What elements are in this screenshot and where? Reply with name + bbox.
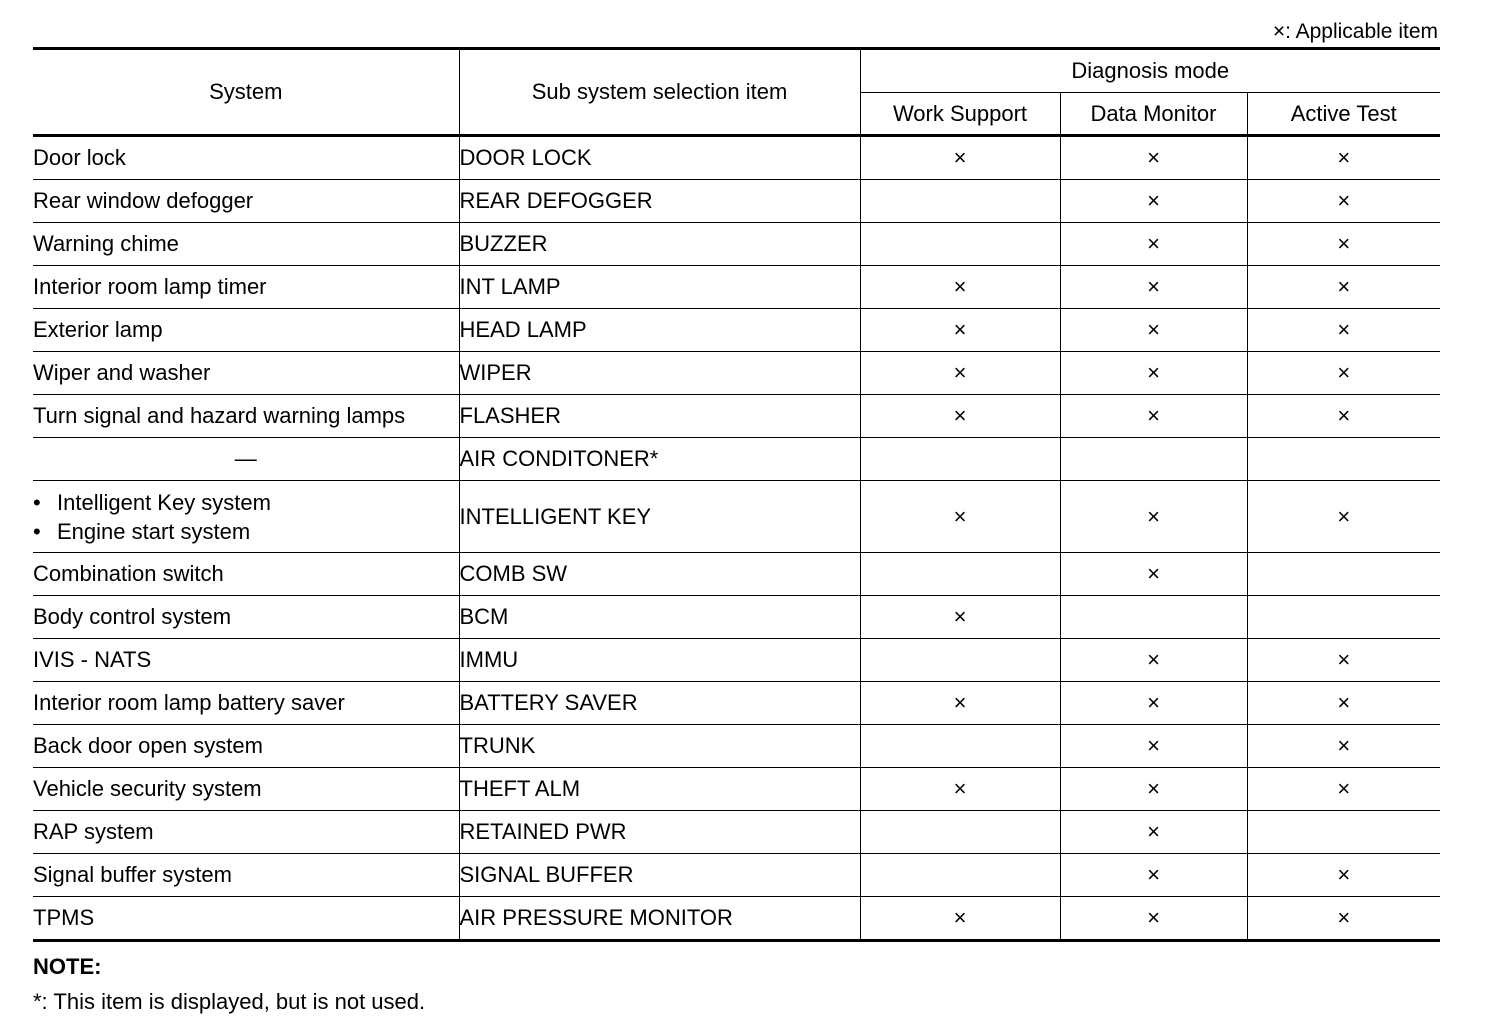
- sub-system-cell: DOOR LOCK: [459, 136, 860, 180]
- sub-system-cell: FLASHER: [459, 395, 860, 438]
- sub-system-cell: REAR DEFOGGER: [459, 180, 860, 223]
- system-bullet-item: [33, 488, 459, 517]
- system-bullet-item: [33, 517, 459, 546]
- header-diagnosis-mode: Diagnosis mode: [860, 49, 1440, 93]
- table-row: [33, 854, 1440, 897]
- work-support-mark: [860, 854, 1060, 897]
- data-monitor-mark: ×: [1060, 811, 1247, 854]
- work-support-mark: ×: [860, 596, 1060, 639]
- data-monitor-mark: ×: [1060, 725, 1247, 768]
- header-data-monitor: Data Monitor: [1060, 93, 1247, 136]
- data-monitor-mark: ×: [1060, 682, 1247, 725]
- active-test-mark: ×: [1247, 180, 1440, 223]
- table-row: [33, 395, 1440, 438]
- sub-system-cell: IMMU: [459, 639, 860, 682]
- active-test-mark: ×: [1247, 481, 1440, 553]
- sub-system-cell: AIR CONDITONER*: [459, 438, 860, 481]
- sub-system-cell: SIGNAL BUFFER: [459, 854, 860, 897]
- work-support-mark: [860, 725, 1060, 768]
- table-row: [33, 136, 1440, 180]
- system-bullet-text: Engine start system: [57, 518, 251, 544]
- work-support-mark: ×: [860, 481, 1060, 553]
- system-cell: Body control system: [33, 596, 459, 639]
- work-support-mark: [860, 553, 1060, 596]
- table-row: [33, 180, 1440, 223]
- data-monitor-mark: ×: [1060, 352, 1247, 395]
- table-row: [33, 725, 1440, 768]
- system-cell: Interior room lamp timer: [33, 266, 459, 309]
- note-text: *: This item is displayed, but is not used.: [33, 989, 426, 1014]
- active-test-mark: ×: [1247, 682, 1440, 725]
- bullet-icon: •: [33, 489, 41, 515]
- data-monitor-mark: ×: [1060, 266, 1247, 309]
- system-cell: [33, 481, 459, 553]
- system-cell: Wiper and washer: [33, 352, 459, 395]
- sub-system-cell: BUZZER: [459, 223, 860, 266]
- active-test-mark: ×: [1247, 352, 1440, 395]
- system-cell: Combination switch: [33, 553, 459, 596]
- active-test-mark: ×: [1247, 768, 1440, 811]
- active-test-mark: ×: [1247, 725, 1440, 768]
- work-support-mark: ×: [860, 395, 1060, 438]
- sub-system-cell: COMB SW: [459, 553, 860, 596]
- active-test-mark: ×: [1247, 395, 1440, 438]
- data-monitor-mark: ×: [1060, 180, 1247, 223]
- data-monitor-mark: ×: [1060, 395, 1247, 438]
- table-row: [33, 223, 1440, 266]
- sub-system-cell: BATTERY SAVER: [459, 682, 860, 725]
- sub-system-cell: THEFT ALM: [459, 768, 860, 811]
- active-test-mark: [1247, 596, 1440, 639]
- sub-system-cell: BCM: [459, 596, 860, 639]
- work-support-mark: [860, 438, 1060, 481]
- table-row: [33, 481, 1440, 553]
- work-support-mark: ×: [860, 897, 1060, 941]
- system-cell: Rear window defogger: [33, 180, 459, 223]
- active-test-mark: ×: [1247, 639, 1440, 682]
- header-sub-system: Sub system selection item: [459, 49, 860, 136]
- data-monitor-mark: ×: [1060, 223, 1247, 266]
- data-monitor-mark: ×: [1060, 481, 1247, 553]
- table-row: [33, 553, 1440, 596]
- system-cell: Vehicle security system: [33, 768, 459, 811]
- sub-system-cell: WIPER: [459, 352, 860, 395]
- sub-system-cell: AIR PRESSURE MONITOR: [459, 897, 860, 941]
- work-support-mark: ×: [860, 768, 1060, 811]
- system-cell: —: [33, 438, 459, 481]
- system-cell: TPMS: [33, 897, 459, 941]
- active-test-mark: ×: [1247, 136, 1440, 180]
- system-cell: Door lock: [33, 136, 459, 180]
- data-monitor-mark: ×: [1060, 854, 1247, 897]
- work-support-mark: ×: [860, 136, 1060, 180]
- active-test-mark: [1247, 811, 1440, 854]
- system-cell: Signal buffer system: [33, 854, 459, 897]
- data-monitor-mark: [1060, 438, 1247, 481]
- work-support-mark: [860, 639, 1060, 682]
- data-monitor-mark: ×: [1060, 553, 1247, 596]
- work-support-mark: ×: [860, 352, 1060, 395]
- work-support-mark: ×: [860, 266, 1060, 309]
- table-row: [33, 352, 1440, 395]
- table-row: [33, 266, 1440, 309]
- system-cell: IVIS - NATS: [33, 639, 459, 682]
- header-work-support: Work Support: [860, 93, 1060, 136]
- sub-system-cell: INTELLIGENT KEY: [459, 481, 860, 553]
- data-monitor-mark: ×: [1060, 309, 1247, 352]
- table-row: [33, 811, 1440, 854]
- system-cell: RAP system: [33, 811, 459, 854]
- data-monitor-mark: ×: [1060, 768, 1247, 811]
- system-cell: Warning chime: [33, 223, 459, 266]
- system-cell: Exterior lamp: [33, 309, 459, 352]
- active-test-mark: ×: [1247, 266, 1440, 309]
- note-title: NOTE:: [33, 954, 102, 979]
- table-row: [33, 639, 1440, 682]
- work-support-mark: [860, 811, 1060, 854]
- data-monitor-mark: ×: [1060, 897, 1247, 941]
- system-bullet-text: Intelligent Key system: [57, 489, 271, 515]
- active-test-mark: ×: [1247, 854, 1440, 897]
- table-row: [33, 596, 1440, 639]
- sub-system-cell: TRUNK: [459, 725, 860, 768]
- diagnosis-mode-table: [33, 47, 1440, 942]
- header-system: System: [33, 49, 459, 136]
- table-body: [33, 136, 1440, 941]
- table-row: [33, 768, 1440, 811]
- sub-system-cell: RETAINED PWR: [459, 811, 860, 854]
- table-row: [33, 897, 1440, 941]
- work-support-mark: [860, 223, 1060, 266]
- system-cell: Back door open system: [33, 725, 459, 768]
- bullet-icon: •: [33, 518, 41, 544]
- active-test-mark: ×: [1247, 223, 1440, 266]
- active-test-mark: ×: [1247, 897, 1440, 941]
- system-cell: Turn signal and hazard warning lamps: [33, 395, 459, 438]
- active-test-mark: [1247, 438, 1440, 481]
- active-test-mark: [1247, 553, 1440, 596]
- work-support-mark: [860, 180, 1060, 223]
- table-row: [33, 438, 1440, 481]
- table-row: [33, 309, 1440, 352]
- data-monitor-mark: ×: [1060, 639, 1247, 682]
- data-monitor-mark: [1060, 596, 1247, 639]
- table-row: [33, 682, 1440, 725]
- work-support-mark: ×: [860, 309, 1060, 352]
- header-active-test: Active Test: [1247, 93, 1440, 136]
- applicable-item-legend: ×: Applicable item: [1272, 20, 1438, 43]
- sub-system-cell: HEAD LAMP: [459, 309, 860, 352]
- table-header: [33, 49, 1440, 136]
- sub-system-cell: INT LAMP: [459, 266, 860, 309]
- data-monitor-mark: ×: [1060, 136, 1247, 180]
- system-cell: Interior room lamp battery saver: [33, 682, 459, 725]
- active-test-mark: ×: [1247, 309, 1440, 352]
- work-support-mark: ×: [860, 682, 1060, 725]
